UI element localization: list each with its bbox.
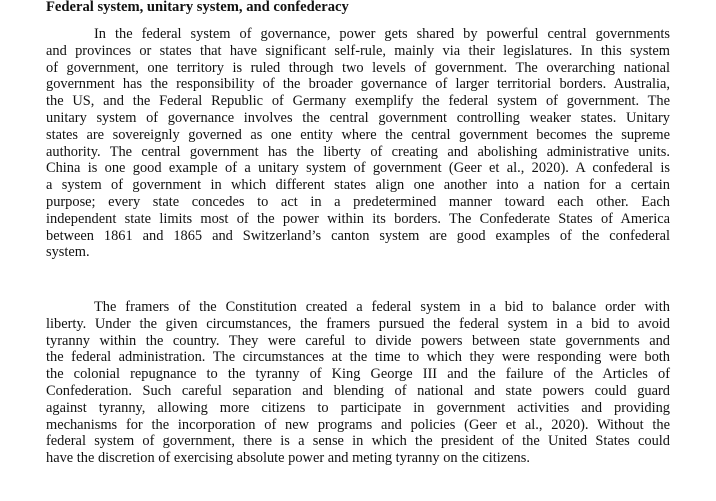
- text-line: between 1861 and 1865 and Switzerland’s canton system are good examples of the confederal: [46, 227, 670, 244]
- text-line: Confederation. Such careful separation and blending of national and state powers could guard: [46, 382, 670, 399]
- text-line: China is one good example of a unitary system of government (Geer et al., 2020). A confederal is: [46, 160, 670, 177]
- text-line: against tyranny, allowing more citizens to participate in government activities and providing: [46, 399, 670, 416]
- text-line: mechanisms for the incorporation of new programs and policies (Geer et al., 2020). Without the: [46, 416, 670, 433]
- text-line: independent state limits most of the power within its borders. The Confederate States of America: [46, 210, 670, 227]
- text-line: the federal administration. The circumstances at the time to which they were responding were both: [46, 349, 670, 366]
- text-line: the US, and the Federal Republic of Germany exemplify the federal system of government. The: [46, 93, 670, 110]
- text-line: a system of government in which different states align one another into a nation for a certain: [46, 177, 670, 194]
- section-heading: Federal system, unitary system, and confederacy: [46, 0, 349, 15]
- text-line: and provinces or states that have significant self-rule, mainly via their legislatures. In this system: [46, 42, 670, 59]
- text-line: of government, one territory is ruled through two levels of government. The overarching national: [46, 59, 670, 76]
- text-line: have the discretion of exercising absolute power and meting tyranny on the citizens.: [46, 450, 530, 467]
- text-line: federal system of government, there is a sense in which the president of the United States could: [46, 433, 670, 450]
- text-line: tyranny within the country. They were careful to divide powers between state governments and: [46, 332, 670, 349]
- text-line: The framers of the Constitution created a federal system in a bid to balance order with: [94, 299, 670, 315]
- text-line: system.: [46, 244, 90, 261]
- text-line: In the federal system of governance, power gets shared by powerful central governments: [94, 26, 670, 42]
- text-line: unitary system of governance involves the central government controlling weaker states. Unitary: [46, 109, 670, 126]
- text-line: the colonial repugnance to the tyranny of King George III and the failure of the Articles of: [46, 366, 670, 383]
- text-line: purpose; every state concedes to act in a predetermined manner toward each other. Each: [46, 193, 670, 210]
- paragraph-federal-unitary-confederacy: [46, 26, 670, 261]
- text-line: government has the responsibility of the broader governance of larger territorial borders. Australia,: [46, 76, 670, 93]
- paragraph-framers-constitution: [46, 299, 670, 467]
- text-line: states are sovereignly governed as one entity where the central government becomes the supreme: [46, 126, 670, 143]
- text-line: liberty. Under the given circumstances, the framers pursued the federal system in a bid to avoid: [46, 315, 670, 332]
- text-line: authority. The central government has the liberty of creating and abolishing administrative units.: [46, 143, 670, 160]
